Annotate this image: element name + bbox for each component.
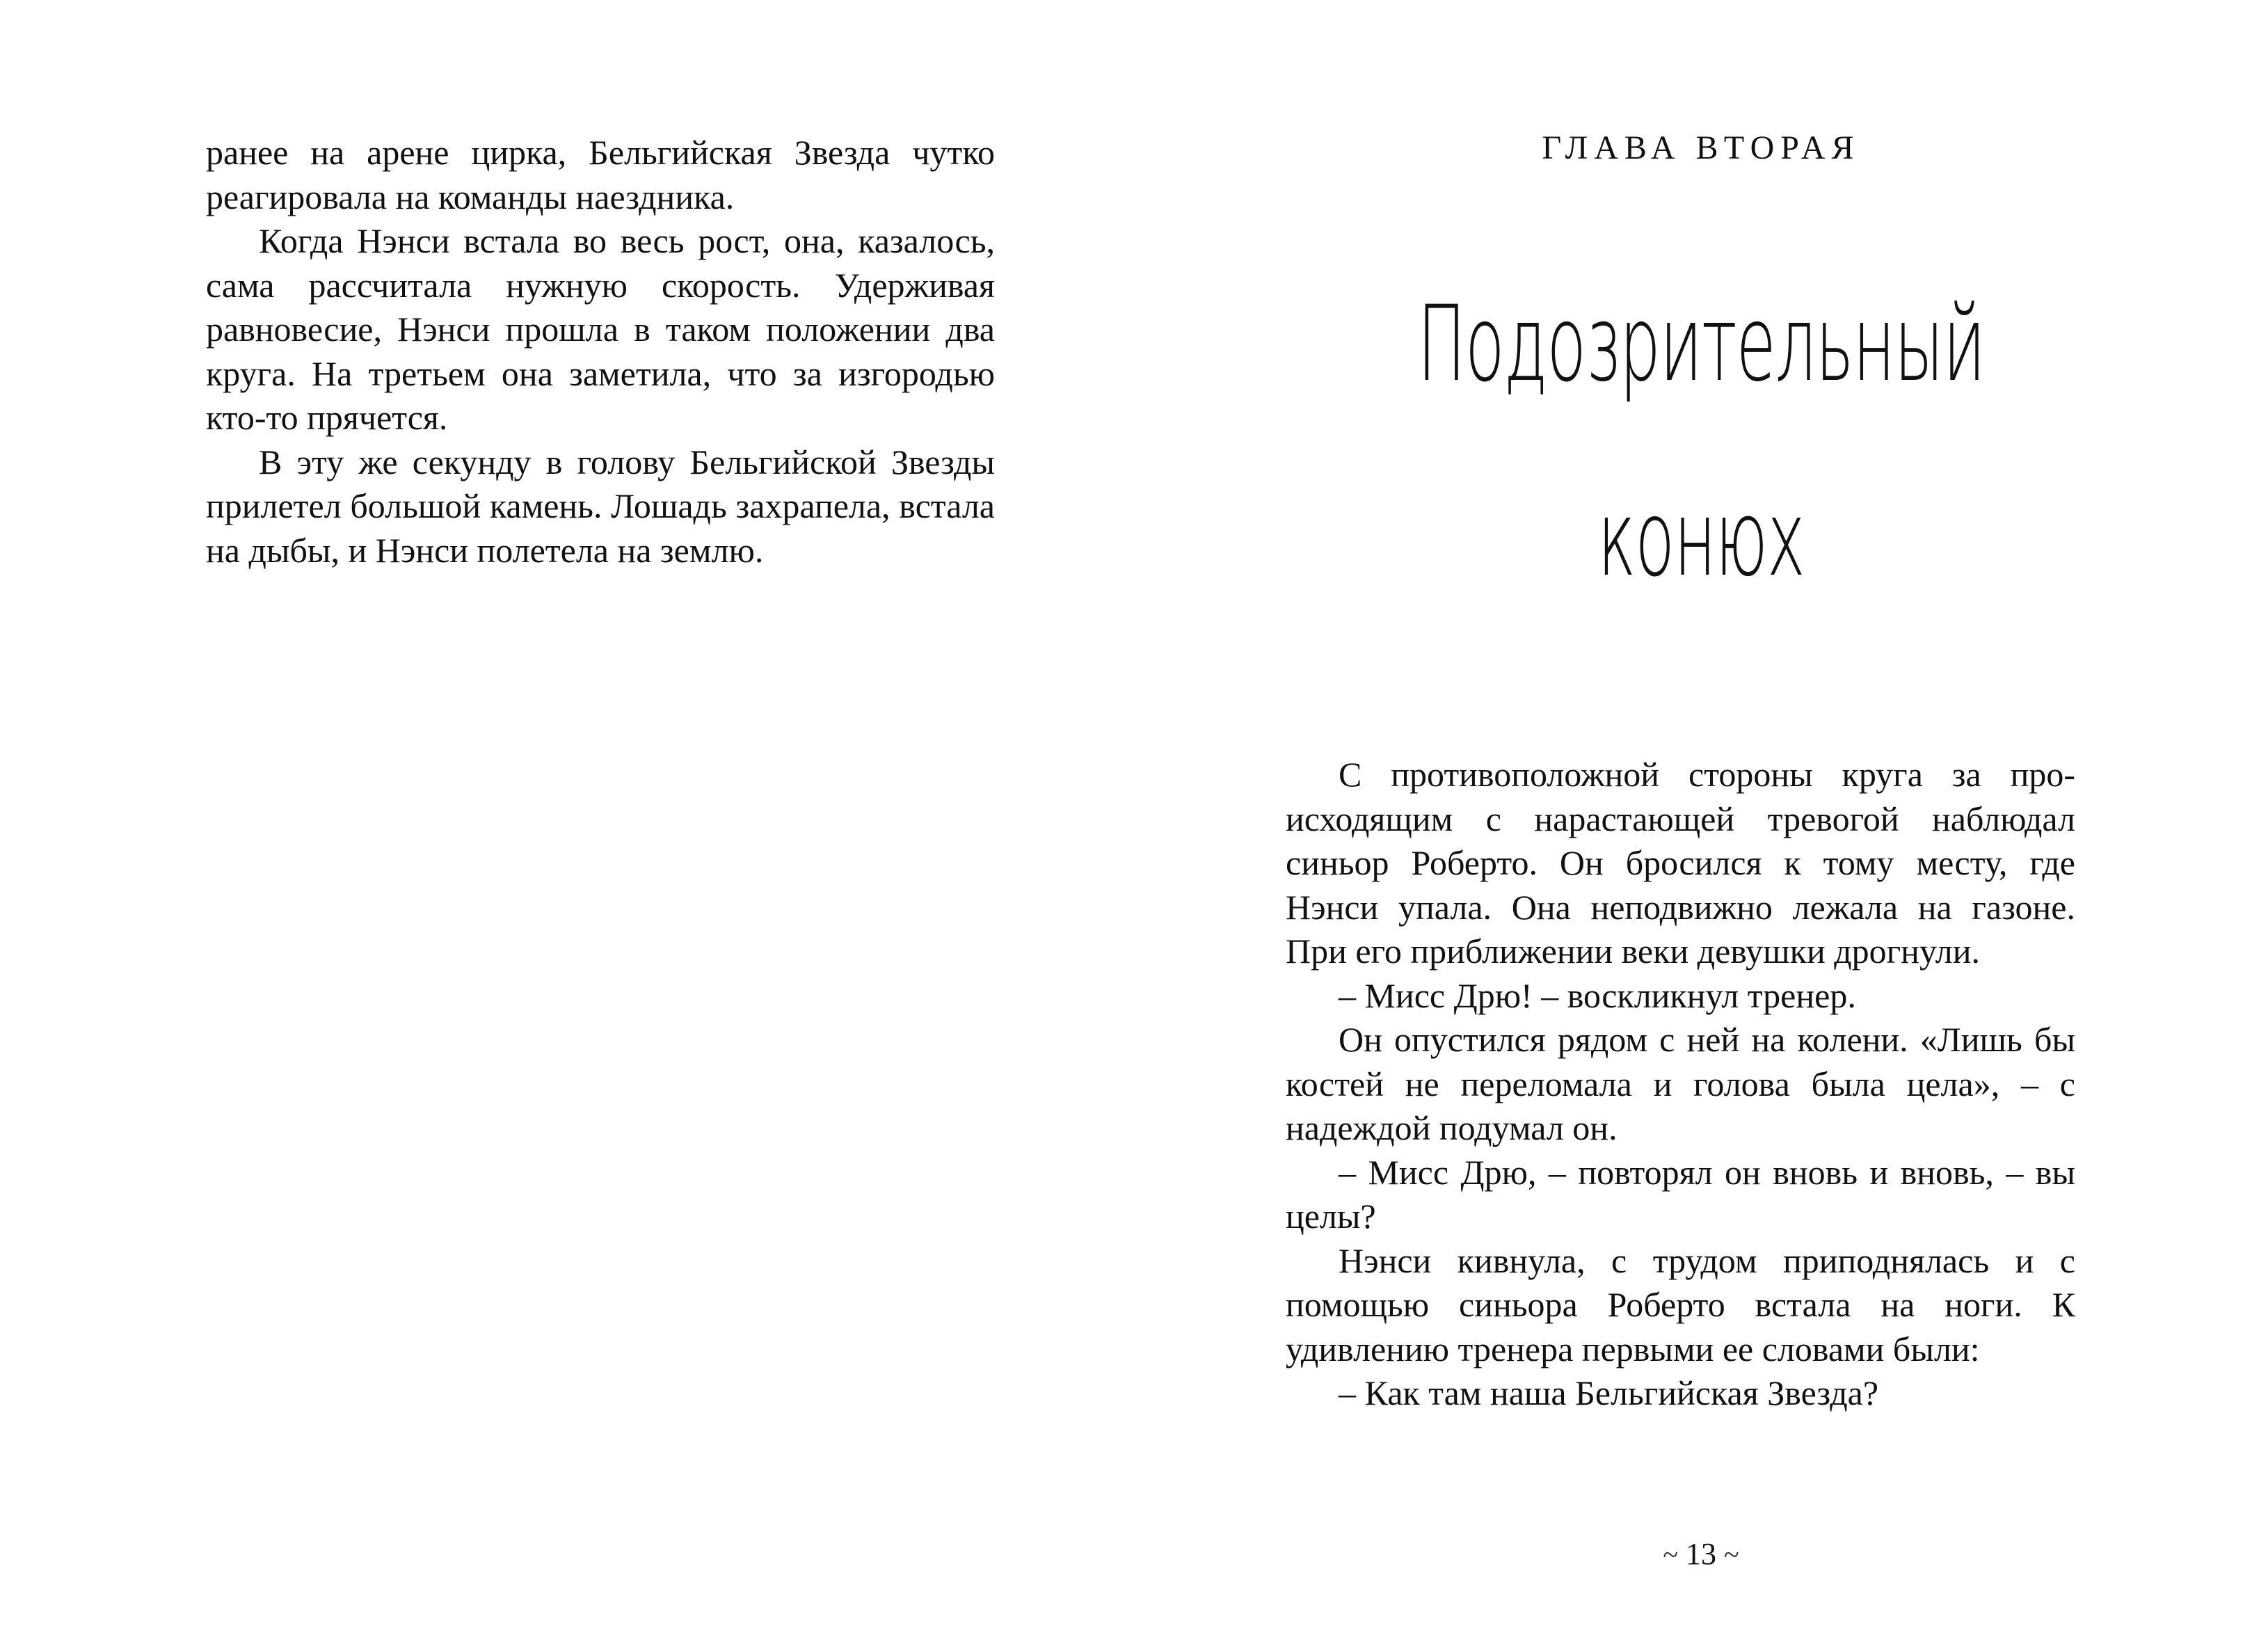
page-number-value: 13 <box>1686 1537 1716 1571</box>
paragraph: ранее на арене цирка, Бельгийская Звезда чутко реагировала на команды наездника. <box>206 133 995 216</box>
chapter-title-line: конюх <box>1597 479 1805 600</box>
left-page-text <box>206 131 995 573</box>
chapter-title-line: Подозрительный <box>1417 284 1985 405</box>
chapter-label: ГЛАВА ВТОРАЯ <box>1542 129 1860 166</box>
paragraph: С противоположной стороны круга за происходящим с нарастающей тревогой наблюдал синьор Роберто. Он бросился к тому месту, где Нэнси упала. Она неподвижно лежала на газоне. При его приближении веки девушки дрогнули. <box>1286 755 2075 971</box>
chapter-title <box>1350 247 2053 637</box>
right-page <box>1134 0 2268 1644</box>
paragraph: В эту же секунду в голову Бельгийской Звезды прилетел большой камень. Лошадь захрапела, встала на дыбы, и Нэнси полетела на землю. <box>206 442 995 570</box>
paragraph: – Мисс Дрю! – воскликнул тренер. <box>1339 975 1856 1015</box>
paragraph: Он опустился рядом с ней на колени. «Лишь бы костей не переломала и голова была цела», – с надеждой подумал он. <box>1286 1020 2075 1147</box>
page-number-ornament-left: ~ <box>1663 1539 1678 1570</box>
paragraph: – Как там наша Бельгийская Звезда? <box>1339 1373 1879 1412</box>
paragraph: Нэнси кивнула, с трудом приподнялась и с помощью синьора Роберто встала на ноги. К удивлению тренера первыми ее словами были: <box>1286 1240 2075 1368</box>
paragraph: – Мисс Дрю, – повторял он вновь и вновь, – вы целы? <box>1286 1152 2075 1236</box>
right-page-text <box>1286 753 2075 1416</box>
page-number-ornament-right: ~ <box>1724 1539 1739 1570</box>
paragraph: Когда Нэнси встала во весь рост, она, казалось, сама рассчитала нужную скорость. Удерживая равновесие, Нэнси прошла в таком положении два круга. На третьем она заметила, что за изгородью кто-то прячется. <box>206 221 995 437</box>
page-number <box>1134 1536 2268 1572</box>
